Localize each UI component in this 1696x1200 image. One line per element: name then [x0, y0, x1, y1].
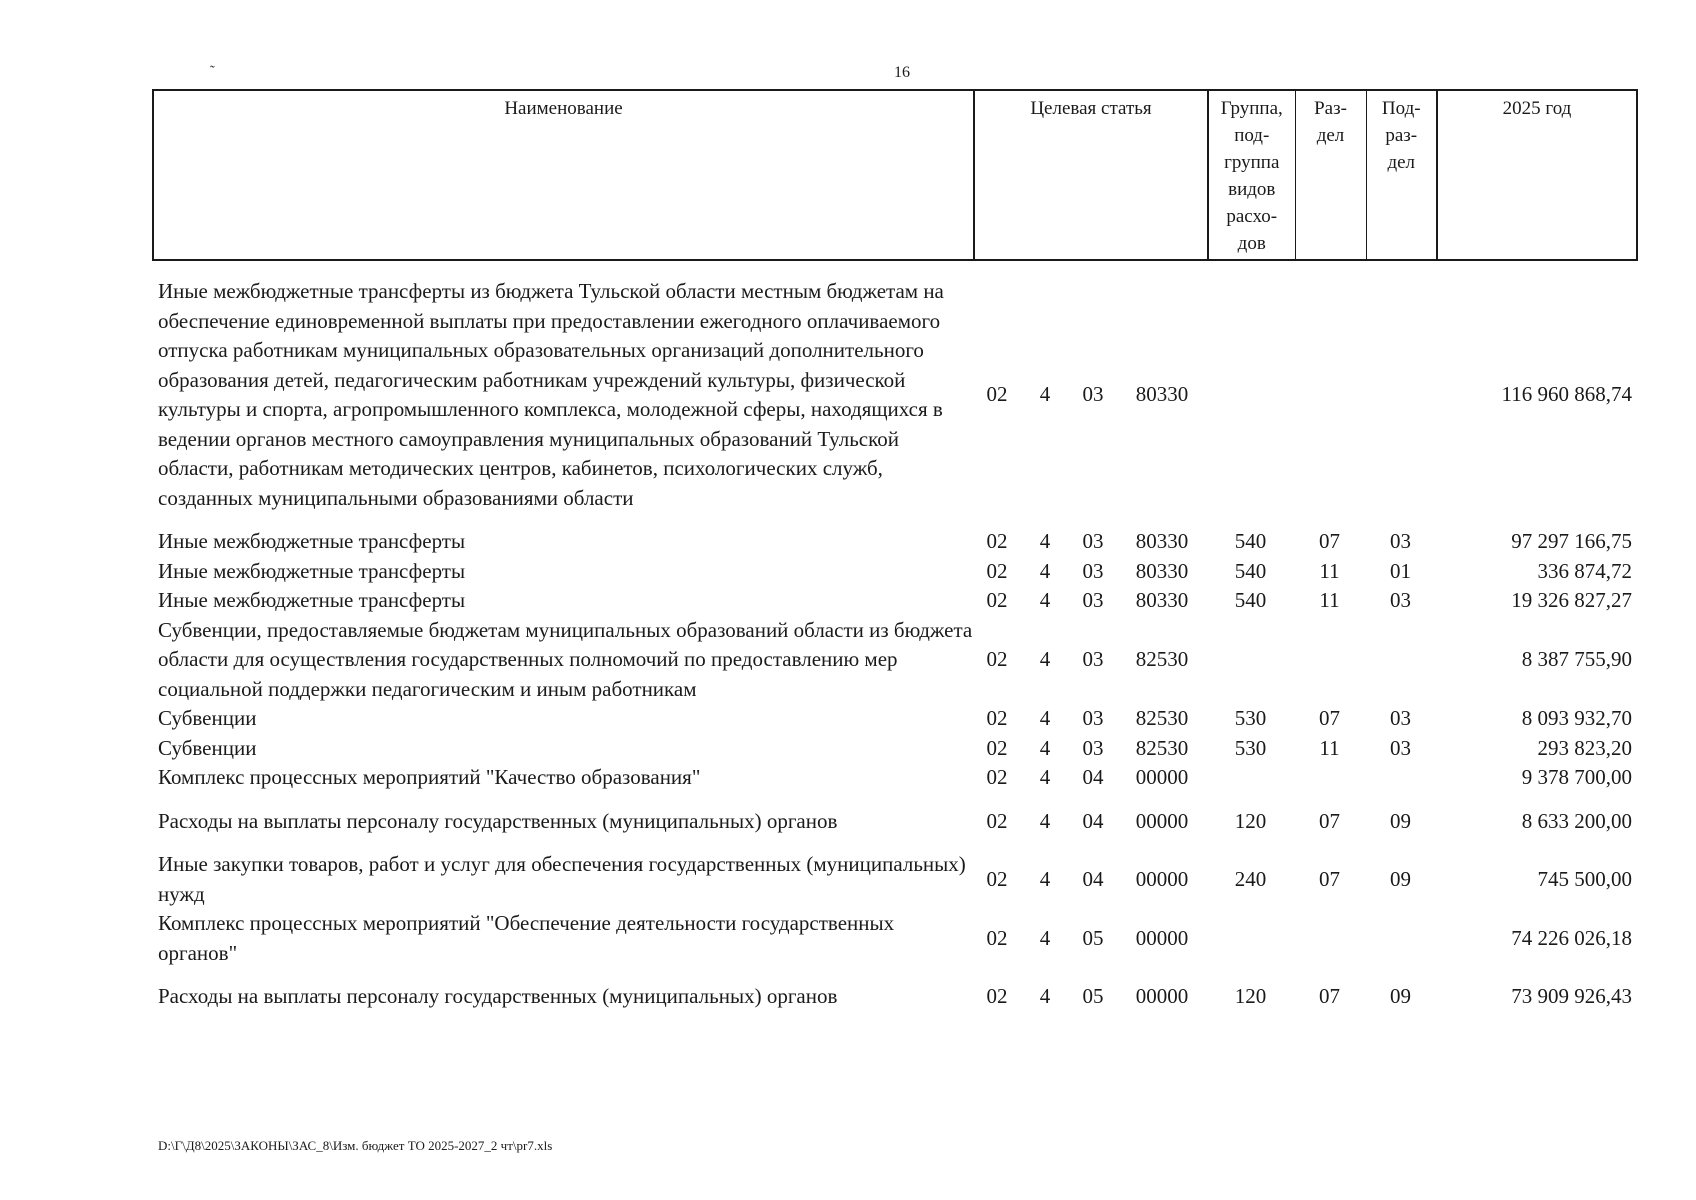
row-group: 540: [1234, 588, 1267, 612]
table-row: [152, 557, 1636, 587]
row-name: Иные закупки товаров, работ и услуг для обеспечения государственных (муниципальных) нужд: [158, 852, 966, 906]
row-code-direction: 00000: [1135, 925, 1189, 950]
table-header: [152, 89, 1638, 261]
row-amount: 74 226 026,18: [1511, 925, 1632, 950]
header-target-article: Целевая статья: [974, 90, 1208, 260]
row-code-type: 4: [1039, 765, 1051, 789]
row-name: Субвенции: [158, 706, 257, 730]
row-code-complex: 03: [1082, 382, 1104, 407]
row-amount: 8 633 200,00: [1521, 808, 1632, 833]
row-subsection: 03: [1390, 588, 1411, 612]
row-subsection: 03: [1390, 706, 1411, 730]
row-section: 11: [1319, 735, 1340, 760]
row-subsection: 09: [1390, 866, 1411, 891]
row-amount: 116 960 868,74: [1501, 382, 1632, 407]
row-subsection: [1365, 616, 1436, 705]
row-section: 11: [1319, 558, 1340, 583]
row-code-type: 4: [1039, 382, 1051, 407]
row-code-direction: 82530: [1135, 735, 1189, 760]
table-row: [152, 277, 1636, 527]
row-subsection: [1365, 909, 1436, 982]
page-number: 16: [894, 64, 910, 81]
row-code-direction: 00000: [1135, 866, 1189, 891]
row-code-complex: 03: [1082, 558, 1104, 583]
row-name: Иные межбюджетные трансферты: [158, 588, 466, 612]
row-name: Комплекс процессных мероприятий "Обеспечение деятельности государственных органов": [158, 911, 895, 965]
row-group: [1207, 616, 1294, 705]
row-subsection: 09: [1390, 984, 1411, 1008]
row-amount: 73 909 926,43: [1511, 984, 1632, 1008]
row-subsection: 01: [1390, 558, 1411, 583]
row-group: 540: [1234, 529, 1267, 553]
row-amount: 8 093 932,70: [1521, 706, 1632, 730]
row-code-type: 4: [1039, 588, 1051, 612]
row-section: 07: [1319, 529, 1340, 553]
row-code-direction: 00000: [1135, 765, 1189, 789]
row-amount: 336 874,72: [1537, 558, 1632, 583]
row-code-complex: 03: [1082, 529, 1104, 553]
row-code-direction: 82530: [1135, 647, 1189, 671]
row-code-program: 02: [986, 558, 1008, 583]
row-code-complex: 03: [1082, 706, 1104, 730]
table-row: [152, 850, 1636, 909]
row-group: 240: [1234, 866, 1267, 891]
row-code-program: 02: [986, 382, 1008, 407]
row-name: Комплекс процессных мероприятий "Качество образования": [158, 765, 701, 789]
row-code-program: 02: [986, 984, 1008, 1008]
row-code-type: 4: [1039, 984, 1051, 1008]
row-code-program: 02: [986, 808, 1008, 833]
row-amount: 293 823,20: [1537, 735, 1632, 760]
header-name: Наименование: [153, 90, 974, 260]
row-section: 07: [1319, 706, 1340, 730]
table-row: [152, 527, 1636, 557]
file-path-footer: D:\Г\Д8\2025\ЗАКОНЫ\ЗАС_8\Изм. бюджет ТО 2025-2027_2 чт\pr7.xls: [158, 1138, 553, 1153]
row-code-type: 4: [1039, 925, 1051, 950]
row-section: [1294, 616, 1365, 705]
row-group: 540: [1234, 558, 1267, 583]
table-row: [152, 909, 1636, 982]
row-name: Субвенции, предоставляемые бюджетам муниципальных образований области из бюджета области для осуществления государственных полномочий по предоставлению мер социальной поддержки педагогическим и иным работникам: [158, 617, 973, 701]
table-row: [152, 763, 1636, 807]
row-code-program: 02: [986, 735, 1008, 760]
row-amount: 97 297 166,75: [1511, 529, 1632, 553]
row-code-complex: 04: [1082, 765, 1104, 789]
row-code-type: 4: [1039, 706, 1051, 730]
row-group: 530: [1234, 735, 1267, 760]
row-name: Расходы на выплаты персоналу государственных (муниципальных) органов: [158, 808, 838, 833]
row-code-direction: 00000: [1135, 808, 1189, 833]
table-row: [152, 807, 1636, 851]
header-section: Раз- дел: [1295, 90, 1366, 260]
row-code-complex: 03: [1082, 588, 1104, 612]
row-code-type: 4: [1039, 529, 1051, 553]
row-group: 120: [1234, 808, 1267, 833]
budget-table: [152, 277, 1636, 1012]
row-code-program: 02: [986, 588, 1008, 612]
row-code-complex: 03: [1082, 735, 1104, 760]
row-code-program: 02: [986, 529, 1008, 553]
row-code-type: 4: [1039, 558, 1051, 583]
row-amount: 8 387 755,90: [1521, 647, 1632, 671]
row-name: Субвенции: [158, 735, 257, 760]
row-group: [1207, 277, 1294, 527]
row-section: [1294, 909, 1365, 982]
row-code-direction: 80330: [1135, 588, 1189, 612]
row-subsection: [1365, 763, 1436, 807]
row-subsection: 03: [1390, 735, 1411, 760]
row-code-complex: 05: [1082, 925, 1104, 950]
row-amount: 19 326 827,27: [1511, 588, 1632, 612]
row-code-program: 02: [986, 925, 1008, 950]
row-subsection: 09: [1390, 808, 1411, 833]
table-row: [152, 734, 1636, 764]
row-subsection: [1365, 277, 1436, 527]
row-code-program: 02: [986, 765, 1008, 789]
row-code-direction: 80330: [1135, 529, 1189, 553]
row-code-program: 02: [986, 866, 1008, 891]
table-row: [152, 982, 1636, 1012]
header-expense-group: Группа, под- группа видов расхо- дов: [1208, 90, 1295, 260]
header-subsection: Под- раз- дел: [1366, 90, 1437, 260]
header-year: 2025 год: [1437, 90, 1637, 260]
row-code-complex: 03: [1082, 647, 1104, 671]
row-section: 11: [1319, 588, 1340, 612]
row-code-type: 4: [1039, 808, 1051, 833]
row-code-type: 4: [1039, 647, 1051, 671]
row-code-complex: 04: [1082, 808, 1104, 833]
row-code-direction: 82530: [1135, 706, 1189, 730]
row-amount: 745 500,00: [1537, 866, 1632, 891]
row-code-direction: 00000: [1135, 984, 1189, 1008]
row-code-type: 4: [1039, 735, 1051, 760]
table-row: [152, 704, 1636, 734]
row-code-complex: 05: [1082, 984, 1104, 1008]
row-section: 07: [1319, 808, 1340, 833]
table-row: [152, 616, 1636, 705]
row-code-program: 02: [986, 706, 1008, 730]
row-section: 07: [1319, 866, 1340, 891]
row-group: [1207, 763, 1294, 807]
row-code-complex: 04: [1082, 866, 1104, 891]
row-group: 530: [1234, 706, 1267, 730]
row-name: Иные межбюджетные трансферты: [158, 558, 466, 583]
row-subsection: 03: [1390, 529, 1411, 553]
table-row: [152, 586, 1636, 616]
row-section: [1294, 277, 1365, 527]
row-section: 07: [1319, 984, 1340, 1008]
row-group: 120: [1234, 984, 1267, 1008]
row-name: Расходы на выплаты персоналу государственных (муниципальных) органов: [158, 984, 838, 1008]
row-code-type: 4: [1039, 866, 1051, 891]
row-code-direction: 80330: [1135, 382, 1189, 407]
row-amount: 9 378 700,00: [1521, 765, 1632, 789]
corner-mark: ˜: [210, 64, 215, 79]
row-section: [1294, 763, 1365, 807]
row-name: Иные межбюджетные трансферты из бюджета Тульской области местным бюджетам на обеспечение единовременной выплаты при предоставлении ежегодного оплачиваемого отпуска работникам муниципальных образовательных организаций дополнительного образования детей, педагогическим работникам учреждений культуры, физической культуры и спорта, агропромышленного комплекса, молодежной сферы, находящихся в ведении органов местного самоуправления муниципальных образований Тульской области, работникам методических центров, кабинетов, психологических служб, созданных муниципальными образованиями области: [158, 279, 944, 510]
row-group: [1207, 909, 1294, 982]
row-name: Иные межбюджетные трансферты: [158, 529, 466, 553]
row-code-program: 02: [986, 647, 1008, 671]
row-code-direction: 80330: [1135, 558, 1189, 583]
